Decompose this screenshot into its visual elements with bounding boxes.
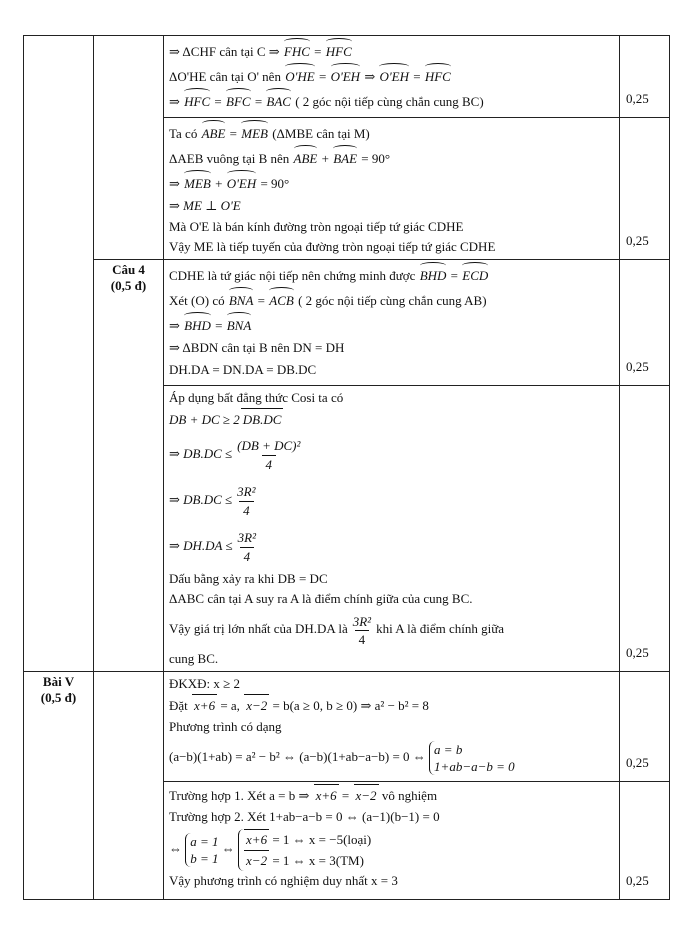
solution-line: DH.DA = DN.DA = DB.DC — [169, 362, 317, 377]
table-row — [24, 672, 670, 782]
solution-cell — [164, 672, 620, 782]
section-label-bai5 — [24, 672, 94, 900]
solution-line: Trường hợp 2. Xét 1+ab−a−b = 0 ⇔ (a−1)(b−1) = 0 — [169, 809, 440, 824]
section-cell — [24, 36, 94, 672]
question-cell — [94, 672, 164, 900]
question-number: Câu 4 — [112, 262, 145, 277]
score-cell: 0,25 — [620, 118, 670, 260]
solution-line: Áp dụng bất đẳng thức Cosi ta có — [169, 390, 344, 405]
solution-line: ΔO'HE cân tại O' nên O'HE = O'EH ⇒ O'EH = HFC — [169, 63, 615, 88]
solution-line: ⇒ BHD = BNA — [169, 312, 615, 337]
solution-line: (a−b)(1+ab) = a² − b² ⇔ (a−b)(1+ab−a−b) = 0 ⇔ a = b 1+ab−a−b = 0 — [169, 742, 515, 775]
solution-line: Ta có ABE = MEB (ΔMBE cân tại M) — [169, 120, 615, 145]
solution-line: cung BC. — [169, 651, 219, 666]
solution-cell — [164, 782, 620, 900]
solution-line: ⇒ DB.DC ≤ $\frac{\text{3R²}}{4}$ — [169, 483, 256, 518]
score-cell: 0,25 — [620, 36, 670, 118]
solution-line: ⇒ ΔCHF cân tại C ⇒ FHC = HFC — [169, 38, 615, 63]
section-points: (0,5 đ) — [40, 690, 77, 705]
solution-cell — [164, 260, 620, 386]
solution-line: ⇒ MEB + O'EH = 90° — [169, 170, 615, 195]
solution-line: Vậy ME là tiếp tuyến của đường tròn ngoại tiếp tứ giác CDHE — [169, 239, 496, 254]
solution-line: Mà O'E là bán kính đường tròn ngoại tiếp tứ giác CDHE — [169, 219, 464, 234]
solution-line: Vậy giá trị lớn nhất của DH.DA là $\frac{\text{3R²}}{4}$ khi A là điểm chính giữa — [169, 613, 505, 647]
solution-line: Vậy phương trình có nghiệm duy nhất x = 3 — [169, 873, 398, 889]
solution-line: ΔAEB vuông tại B nên ABE + BAE = 90° — [169, 145, 615, 170]
score-cell: 0,25 — [620, 782, 670, 900]
solution-line: Trường hợp 1. Xét a = b ⇒ x+6 = x−2 vô nghiệm — [169, 784, 615, 807]
solution-line: DB + DC ≥ 2 DB.DC — [169, 408, 615, 431]
solution-cell — [164, 36, 620, 118]
table-row — [24, 36, 670, 118]
solution-line: Dấu bằng xảy ra khi DB = DC — [169, 571, 328, 586]
score-cell: 0,25 — [620, 386, 670, 672]
solution-cell — [164, 386, 620, 672]
solution-line: ĐKXĐ: x ≥ 2 — [169, 676, 241, 691]
solution-line: ⇒ ME ⊥ O'E — [169, 198, 241, 213]
solution-line: ⇒ HFC = BFC = BAC ( 2 góc nội tiếp cùng chắn cung BC) — [169, 88, 615, 113]
solution-line: CDHE là tứ giác nội tiếp nên chứng minh được BHD = ECD — [169, 262, 615, 287]
score-cell: 0,25 — [620, 260, 670, 386]
solution-line: ⇒ DH.DA ≤ $\frac{\text{3R²}}{4}$ — [169, 529, 256, 564]
solution-line: Đặt x+6 = a, x−2 = b(a ≥ 0, b ≥ 0) ⇒ a² − b² = 8 — [169, 694, 615, 717]
solution-line: Phương trình có dạng — [169, 719, 282, 734]
solution-line: ⇒ ΔBDN cân tại B nên DN = DH — [169, 340, 345, 355]
solution-cell — [164, 118, 620, 260]
question-label-cau4 — [94, 260, 164, 672]
score-cell: 0,25 — [620, 672, 670, 782]
solution-line: ⇒ DB.DC ≤ $\frac{\text{(DB + DC)²}}{4}$ — [169, 437, 301, 472]
section-number: Bài V — [42, 674, 75, 689]
solution-line: Xét (O) có BNA = ACB ( 2 góc nội tiếp cùng chắn cung AB) — [169, 287, 615, 312]
question-cell — [94, 36, 164, 260]
answer-table — [23, 35, 670, 900]
question-points: (0,5 đ) — [110, 278, 147, 293]
solution-line: ⇔ a = 1 b = 1 ⇔ x+6 = 1 ⇔ x = −5(loại) x−2 = 1 ⇔ x = 3(TM) — [169, 827, 615, 871]
solution-line: ΔABC cân tại A suy ra A là điểm chính giữa của cung BC. — [169, 591, 473, 606]
table-row — [24, 260, 670, 386]
